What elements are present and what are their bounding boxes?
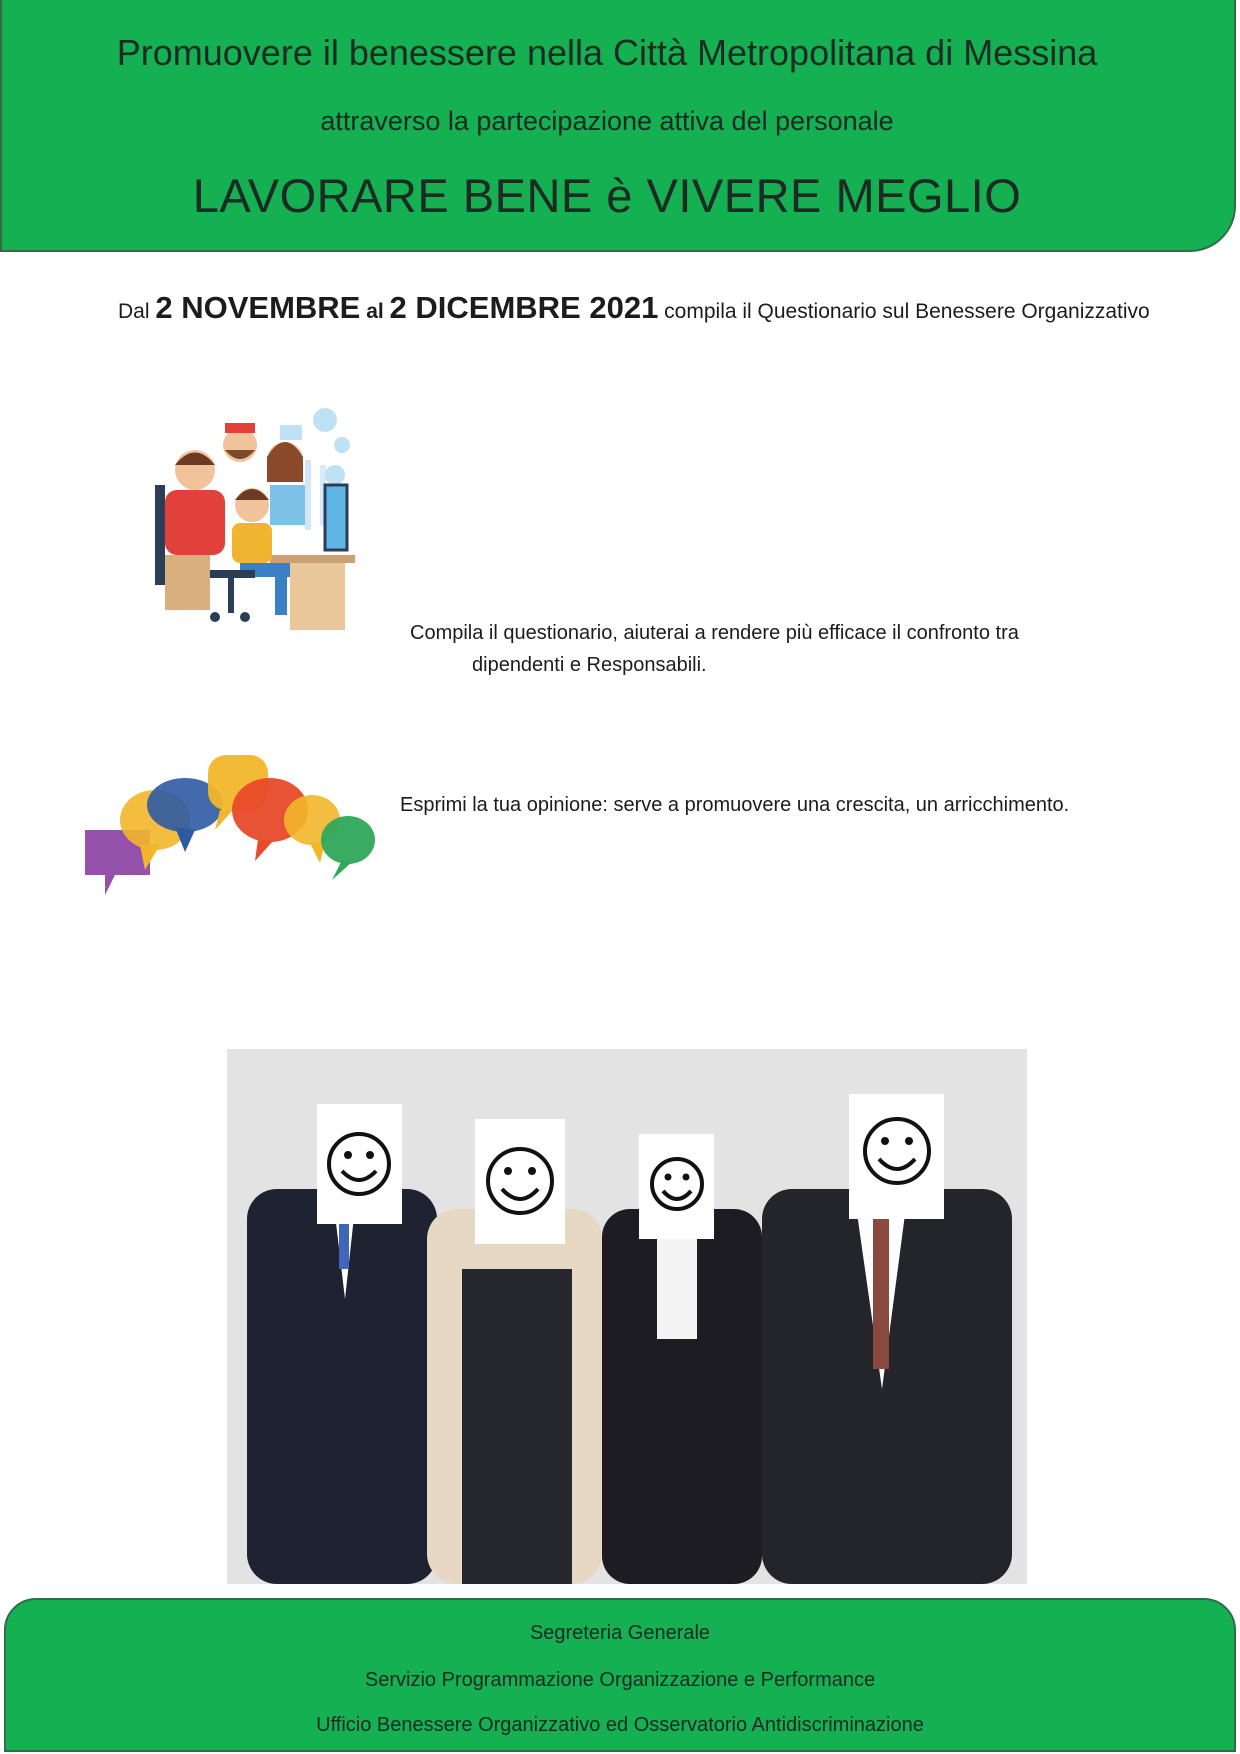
header-subtitle: attraverso la partecipazione attiva del personale [320, 106, 894, 136]
message-questionnaire-line1: Compila il questionario, aiuterai a rendere più efficace il confronto tra [410, 622, 1019, 644]
header-title: Promuovere il benessere nella Città Metropolitana di Messina [116, 32, 1098, 73]
dates-connector: al [366, 300, 384, 323]
footer-banner [4, 1598, 1236, 1752]
speech-bubbles-illustration [80, 755, 380, 905]
dates-end: 2 DICEMBRE 2021 [389, 290, 659, 325]
dates-prefix: Dal [118, 300, 150, 323]
header-banner [0, 0, 1236, 252]
footer-line-2: Servizio Programmazione Organizzazione e Performance [364, 1669, 876, 1691]
dates-start: 2 NOVEMBRE [155, 290, 361, 325]
dates-suffix: compila il Questionario sul Benessere Organizzativo [664, 300, 1150, 323]
footer-line-3: Ufficio Benessere Organizzativo ed Osservatorio Antidiscriminazione [316, 1714, 924, 1736]
people-at-computer-illustration [120, 395, 360, 635]
message-questionnaire-line2: dipendenti e Responsabili. [472, 654, 707, 676]
footer-line-1: Segreteria Generale [529, 1622, 711, 1644]
dates-line [118, 290, 1150, 326]
message-questionnaire [410, 617, 1019, 681]
message-opinion: Esprimi la tua opinione: serve a promuovere una crescita, un arricchimento. [400, 794, 1070, 816]
people-smiley-signs-photo [227, 1049, 1027, 1584]
header-slogan: LAVORARE BENE è VIVERE MEGLIO [192, 169, 1022, 222]
